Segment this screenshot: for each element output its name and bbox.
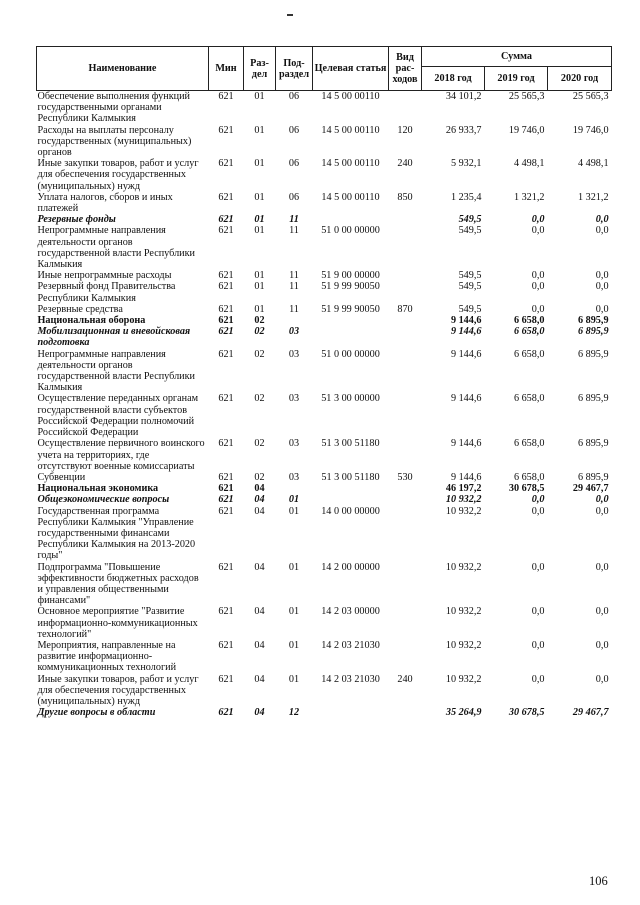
cell-2018: 549,5 <box>458 214 482 226</box>
table-row <box>37 315 612 326</box>
cell-name: Мобилизационная и вневойсковая подготовка <box>37 326 191 349</box>
cell-razdel: 04 <box>254 561 265 573</box>
cell-min: 621 <box>218 124 234 136</box>
cell-2020: 0,0 <box>595 673 609 685</box>
cell-name: Резервные фонды <box>37 214 116 226</box>
cell-razdel: 04 <box>254 606 265 618</box>
header-min: Мин <box>209 47 244 91</box>
cell-podrazdel: 01 <box>288 673 300 685</box>
table-row <box>37 606 612 640</box>
cell-name: Общеэкономические вопросы <box>37 494 170 506</box>
cell-min: 621 <box>218 191 234 203</box>
cell-vid-rashodov: 240 <box>397 158 413 170</box>
cell-podrazdel: 03 <box>288 393 300 405</box>
cell-name: Государственная программа Республики Калмыкия "Управление государственными финансами Республики Калмыкия на 2013-2020 годы" <box>37 505 196 562</box>
cell-min: 621 <box>218 471 234 483</box>
cell-2019: 6 658,0 <box>513 438 545 450</box>
table-row <box>37 225 612 270</box>
table-row <box>37 438 612 472</box>
cell-2020: 6 895,9 <box>577 348 609 360</box>
cell-min: 621 <box>218 225 234 237</box>
cell-2019: 0,0 <box>531 494 545 506</box>
cell-celevaya-statya: 14 5 00 00110 <box>321 158 380 170</box>
header-vid-rashodov: Вид рас-ходов <box>389 47 422 91</box>
cell-2018: 35 264,9 <box>445 707 482 719</box>
cell-vid-rashodov: 530 <box>397 471 413 483</box>
header-summa: Сумма <box>422 47 612 67</box>
cell-celevaya-statya: 51 3 00 51180 <box>321 438 380 450</box>
cell-podrazdel: 03 <box>288 326 300 338</box>
cell-celevaya-statya: 14 0 00 00000 <box>321 505 380 517</box>
cell-name: Иные непрограммные расходы <box>37 270 172 282</box>
cell-name: Осуществление переданных органам государственной власти субъектов Российской Федерации полномочий Российской Федерации <box>37 393 199 439</box>
cell-razdel: 02 <box>254 438 265 450</box>
table-row <box>37 472 612 483</box>
cell-celevaya-statya: 14 5 00 00110 <box>321 91 380 102</box>
cell-razdel: 01 <box>254 225 265 237</box>
cell-min: 621 <box>218 438 234 450</box>
cell-min: 621 <box>218 348 234 360</box>
table-row <box>37 192 612 214</box>
cell-2018: 9 144,6 <box>450 315 482 327</box>
budget-table <box>36 46 612 718</box>
cell-2019: 0,0 <box>531 606 545 618</box>
cell-podrazdel: 11 <box>289 281 299 293</box>
cell-vid-rashodov <box>389 494 422 505</box>
cell-vid-rashodov <box>389 438 422 472</box>
cell-2019: 25 565,3 <box>508 91 545 102</box>
cell-2019: 6 658,0 <box>513 393 545 405</box>
cell-min: 621 <box>218 673 234 685</box>
cell-2020: 1 321,2 <box>577 191 609 203</box>
cell-podrazdel: 06 <box>288 191 300 203</box>
cell-celevaya-statya <box>313 707 389 718</box>
cell-2019: 0,0 <box>531 303 545 315</box>
cell-2018: 549,5 <box>458 281 482 293</box>
cell-razdel: 02 <box>254 326 265 338</box>
cell-celevaya-statya: 51 9 00 00000 <box>321 270 380 282</box>
cell-razdel: 01 <box>254 281 265 293</box>
cell-name: Резервный фонд Правительства Республики Калмыкия <box>37 281 176 304</box>
cell-name: Непрограммные направления деятельности органов государственной власти Республики Калмыкия <box>37 225 196 271</box>
cell-name: Расходы на выплаты персоналу государственных (муниципальных) органов <box>37 124 192 159</box>
header-razdel: Раз-дел <box>244 47 276 91</box>
cell-2020: 25 565,3 <box>572 91 609 102</box>
header-year-2018: 2018 год <box>422 67 485 91</box>
table-row <box>37 304 612 315</box>
table-row <box>37 349 612 394</box>
top-mark <box>287 14 293 16</box>
cell-vid-rashodov <box>389 707 422 718</box>
cell-2020: 0,0 <box>595 214 609 226</box>
cell-podrazdel: 01 <box>288 639 300 651</box>
cell-2020: 6 895,9 <box>577 471 609 483</box>
cell-vid-rashodov <box>389 393 422 438</box>
cell-razdel: 04 <box>254 505 265 517</box>
cell-2019: 0,0 <box>531 214 545 226</box>
cell-2018: 1 235,4 <box>450 191 482 203</box>
cell-2019: 0,0 <box>531 639 545 651</box>
cell-name: Мероприятия, направленные на развитие информационно-коммуникационных технологий <box>37 639 177 674</box>
cell-celevaya-statya: 14 5 00 00110 <box>321 191 380 203</box>
cell-name: Субвенции <box>37 471 86 483</box>
table-row <box>37 707 612 718</box>
table-row <box>37 562 612 607</box>
cell-2020: 4 498,1 <box>577 158 609 170</box>
cell-2018: 34 101,2 <box>445 91 482 102</box>
table-row <box>37 270 612 281</box>
cell-2019: 30 678,5 <box>508 707 545 719</box>
cell-vid-rashodov <box>389 562 422 607</box>
cell-vid-rashodov <box>389 214 422 225</box>
cell-vid-rashodov <box>389 606 422 640</box>
cell-min: 621 <box>218 270 234 282</box>
cell-razdel: 01 <box>254 303 265 315</box>
cell-name: Национальная оборона <box>37 315 146 327</box>
cell-name: Осуществление первичного воинского учета на территориях, где отсутствуют военные комиссариаты <box>37 438 205 472</box>
cell-name: Другие вопросы в области <box>37 707 156 719</box>
table-row <box>37 674 612 708</box>
cell-name: Подпрограмма "Повышение эффективности бюджетных расходов и управления общественными финансами" <box>37 561 199 607</box>
cell-2018: 9 144,6 <box>450 438 482 450</box>
cell-celevaya-statya <box>313 483 389 494</box>
cell-vid-rashodov <box>389 91 422 125</box>
cell-2018: 10 932,2 <box>445 494 482 506</box>
cell-2020: 6 895,9 <box>577 315 609 327</box>
cell-min: 621 <box>218 214 234 226</box>
cell-celevaya-statya: 14 2 03 21030 <box>321 639 380 651</box>
cell-podrazdel: 11 <box>289 270 299 282</box>
cell-celevaya-statya: 51 9 99 90050 <box>321 281 380 293</box>
cell-podrazdel: 06 <box>288 158 300 170</box>
cell-vid-rashodov: 870 <box>397 303 413 315</box>
cell-name: Резервные средства <box>37 303 123 315</box>
cell-min: 621 <box>218 561 234 573</box>
cell-2020: 6 895,9 <box>577 438 609 450</box>
cell-2018: 9 144,6 <box>450 471 482 483</box>
table-row <box>37 494 612 505</box>
cell-2018: 10 932,2 <box>445 673 482 685</box>
table-row <box>37 506 612 562</box>
header-name: Наименование <box>37 47 209 91</box>
cell-vid-rashodov <box>389 349 422 394</box>
cell-celevaya-statya: 51 9 99 90050 <box>321 303 380 315</box>
cell-2020: 0,0 <box>595 303 609 315</box>
cell-podrazdel: 03 <box>288 471 300 483</box>
table-row <box>37 640 612 674</box>
cell-vid-rashodov <box>389 326 422 348</box>
cell-2020: 0,0 <box>595 505 609 517</box>
cell-podrazdel: 11 <box>289 214 299 226</box>
cell-razdel: 01 <box>254 191 265 203</box>
cell-2020: 0,0 <box>595 606 609 618</box>
cell-2020: 29 467,7 <box>572 483 609 495</box>
cell-2019: 0,0 <box>531 561 545 573</box>
cell-2019: 30 678,5 <box>508 483 545 495</box>
cell-razdel: 04 <box>254 673 265 685</box>
cell-2018: 9 144,6 <box>450 393 482 405</box>
cell-razdel: 04 <box>254 639 265 651</box>
cell-2020: 0,0 <box>595 281 609 293</box>
cell-min: 621 <box>218 707 234 719</box>
cell-2019: 0,0 <box>531 505 545 517</box>
cell-2018: 549,5 <box>458 225 482 237</box>
cell-2018: 549,5 <box>458 270 482 282</box>
cell-2020: 0,0 <box>595 270 609 282</box>
cell-podrazdel: 12 <box>288 707 300 719</box>
cell-2020: 19 746,0 <box>572 124 609 136</box>
cell-vid-rashodov <box>389 640 422 674</box>
cell-celevaya-statya: 51 0 00 00000 <box>321 225 380 237</box>
cell-min: 621 <box>218 326 234 338</box>
cell-razdel: 02 <box>254 393 265 405</box>
cell-vid-rashodov <box>389 483 422 494</box>
cell-razdel: 04 <box>254 707 265 719</box>
cell-vid-rashodov: 240 <box>397 673 413 685</box>
header-podrazdel: Под-раздел <box>276 47 313 91</box>
cell-2018: 10 932,2 <box>445 561 482 573</box>
cell-min: 621 <box>218 303 234 315</box>
table-row <box>37 281 612 303</box>
cell-min: 621 <box>218 494 234 506</box>
cell-2020: 6 895,9 <box>577 393 609 405</box>
cell-2019: 19 746,0 <box>508 124 545 136</box>
cell-2019: 0,0 <box>531 281 545 293</box>
cell-celevaya-statya: 14 2 03 21030 <box>321 673 380 685</box>
cell-podrazdel: 03 <box>288 438 300 450</box>
cell-podrazdel: 01 <box>288 505 300 517</box>
cell-min: 621 <box>218 315 234 327</box>
cell-vid-rashodov <box>389 281 422 303</box>
cell-min: 621 <box>218 606 234 618</box>
cell-2020: 0,0 <box>595 639 609 651</box>
cell-2019: 6 658,0 <box>513 326 545 338</box>
cell-vid-rashodov: 850 <box>397 191 413 203</box>
cell-razdel: 02 <box>254 471 265 483</box>
cell-name: Основное мероприятие "Развитие информационно-коммуникационных технологий" <box>37 606 198 640</box>
cell-2018: 46 197,2 <box>445 483 482 495</box>
table-row <box>37 125 612 159</box>
cell-vid-rashodov <box>389 506 422 562</box>
cell-podrazdel <box>276 315 313 326</box>
cell-podrazdel: 06 <box>288 91 300 102</box>
cell-razdel: 01 <box>254 214 265 226</box>
table-row <box>37 393 612 438</box>
page-number: 106 <box>589 874 608 888</box>
cell-2020: 0,0 <box>595 225 609 237</box>
cell-name: Непрограммные направления деятельности органов государственной власти Республики Калмыкия <box>37 348 196 394</box>
cell-min: 621 <box>218 505 234 517</box>
cell-name: Иные закупки товаров, работ и услуг для обеспечения государственных (муниципальных) нужд <box>37 673 199 707</box>
cell-2018: 9 144,6 <box>450 348 482 360</box>
cell-podrazdel: 11 <box>289 225 299 237</box>
cell-podrazdel: 03 <box>288 348 300 360</box>
cell-2018: 9 144,6 <box>450 326 482 338</box>
cell-2018: 10 932,2 <box>445 639 482 651</box>
cell-celevaya-statya <box>313 494 389 505</box>
cell-razdel: 02 <box>254 348 265 360</box>
header-row <box>37 47 612 67</box>
cell-2018: 10 932,2 <box>445 606 482 618</box>
cell-podrazdel: 01 <box>288 494 300 506</box>
cell-razdel: 01 <box>254 158 265 170</box>
cell-min: 621 <box>218 91 234 102</box>
cell-vid-rashodov <box>389 270 422 281</box>
cell-razdel: 01 <box>254 124 265 136</box>
cell-podrazdel: 01 <box>288 561 300 573</box>
cell-2020: 0,0 <box>595 494 609 506</box>
cell-2020: 29 467,7 <box>572 707 609 719</box>
table-row <box>37 483 612 494</box>
cell-2018: 549,5 <box>458 303 482 315</box>
cell-vid-rashodov: 120 <box>397 124 413 136</box>
cell-2019: 0,0 <box>531 225 545 237</box>
cell-podrazdel <box>276 483 313 494</box>
cell-2019: 4 498,1 <box>513 158 545 170</box>
cell-celevaya-statya: 51 3 00 00000 <box>321 393 380 405</box>
cell-min: 621 <box>218 158 234 170</box>
table-row <box>37 91 612 125</box>
table-row <box>37 158 612 192</box>
cell-razdel: 02 <box>254 315 265 327</box>
cell-2019: 0,0 <box>531 270 545 282</box>
cell-2018: 26 933,7 <box>445 124 482 136</box>
cell-name: Иные закупки товаров, работ и услуг для обеспечения государственных (муниципальных) нужд <box>37 158 199 192</box>
cell-2020: 6 895,9 <box>577 326 609 338</box>
cell-2020: 0,0 <box>595 561 609 573</box>
cell-min: 621 <box>218 393 234 405</box>
cell-razdel: 01 <box>254 91 265 102</box>
cell-vid-rashodov <box>389 315 422 326</box>
cell-razdel: 01 <box>254 270 265 282</box>
cell-celevaya-statya <box>313 326 389 348</box>
header-year-2020: 2020 год <box>548 67 612 91</box>
cell-celevaya-statya: 14 2 00 00000 <box>321 561 380 573</box>
cell-celevaya-statya: 51 3 00 51180 <box>321 471 380 483</box>
cell-podrazdel: 11 <box>289 303 299 315</box>
cell-2019: 0,0 <box>531 673 545 685</box>
cell-razdel: 04 <box>254 483 265 495</box>
cell-name: Обеспечение выполнения функций государственными органами Республики Калмыкия <box>37 91 190 125</box>
cell-podrazdel: 06 <box>288 124 300 136</box>
header-year-2019: 2019 год <box>485 67 548 91</box>
cell-2019: 6 658,0 <box>513 471 545 483</box>
cell-celevaya-statya: 14 2 03 00000 <box>321 606 380 618</box>
table-row <box>37 214 612 225</box>
cell-name: Уплата налогов, сборов и иных платежей <box>37 191 173 215</box>
cell-name: Национальная экономика <box>37 483 159 495</box>
cell-celevaya-statya <box>313 214 389 225</box>
cell-2019: 6 658,0 <box>513 315 545 327</box>
cell-2018: 10 932,2 <box>445 505 482 517</box>
cell-min: 621 <box>218 483 234 495</box>
cell-min: 621 <box>218 281 234 293</box>
cell-2018: 5 932,1 <box>450 158 482 170</box>
cell-celevaya-statya: 14 5 00 00110 <box>321 124 380 136</box>
table-row <box>37 326 612 348</box>
table-body <box>37 91 612 719</box>
cell-vid-rashodov <box>389 225 422 270</box>
cell-celevaya-statya <box>313 315 389 326</box>
cell-podrazdel: 01 <box>288 606 300 618</box>
cell-celevaya-statya: 51 0 00 00000 <box>321 348 380 360</box>
header-celevaya-statya: Целевая статья <box>313 47 389 91</box>
cell-razdel: 04 <box>254 494 265 506</box>
cell-2019: 1 321,2 <box>513 191 545 203</box>
cell-min: 621 <box>218 639 234 651</box>
cell-2019: 6 658,0 <box>513 348 545 360</box>
